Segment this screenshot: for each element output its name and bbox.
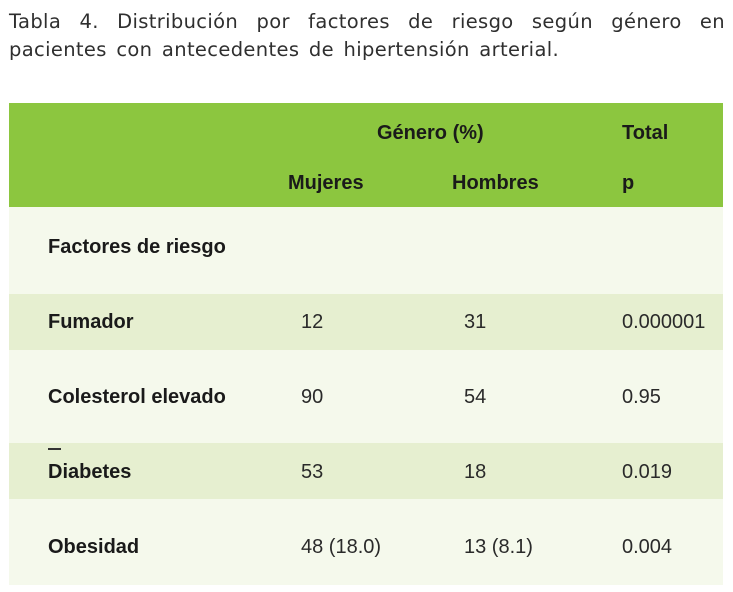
stray-dash-mark [48,448,61,450]
row-p: 0.019 [622,461,673,483]
header-col-p: p [622,172,635,194]
header-col-hombres: Hombres [452,172,539,194]
table-header [9,103,723,207]
table-caption: Tabla 4. Distribución por factores de riesgo según género en pacientes con antecedentes de hipertensión arterial. [9,10,725,61]
row-hombres: 18 [464,461,487,483]
row-hombres: 31 [464,311,487,333]
row-mujeres: 12 [301,311,324,333]
header-total: Total [622,122,669,144]
row-factor: Obesidad [48,536,140,558]
row-hombres: 13 (8.1) [464,536,533,558]
section-label-factores: Factores de riesgo [48,236,226,258]
row-factor: Colesterol elevado [48,386,226,408]
row-factor: Fumador [48,311,134,333]
row-p: 0.000001 [622,311,706,333]
header-group-genero: Género (%) [377,122,484,144]
row-mujeres: 90 [301,386,324,408]
row-hombres: 54 [464,386,487,408]
row-mujeres: 48 (18.0) [301,536,382,558]
risk-factor-table [9,103,723,585]
row-factor: Diabetes [48,461,132,483]
row-mujeres: 53 [301,461,324,483]
header-col-mujeres: Mujeres [288,172,364,194]
row-p: 0.004 [622,536,673,558]
row-p: 0.95 [622,386,661,408]
